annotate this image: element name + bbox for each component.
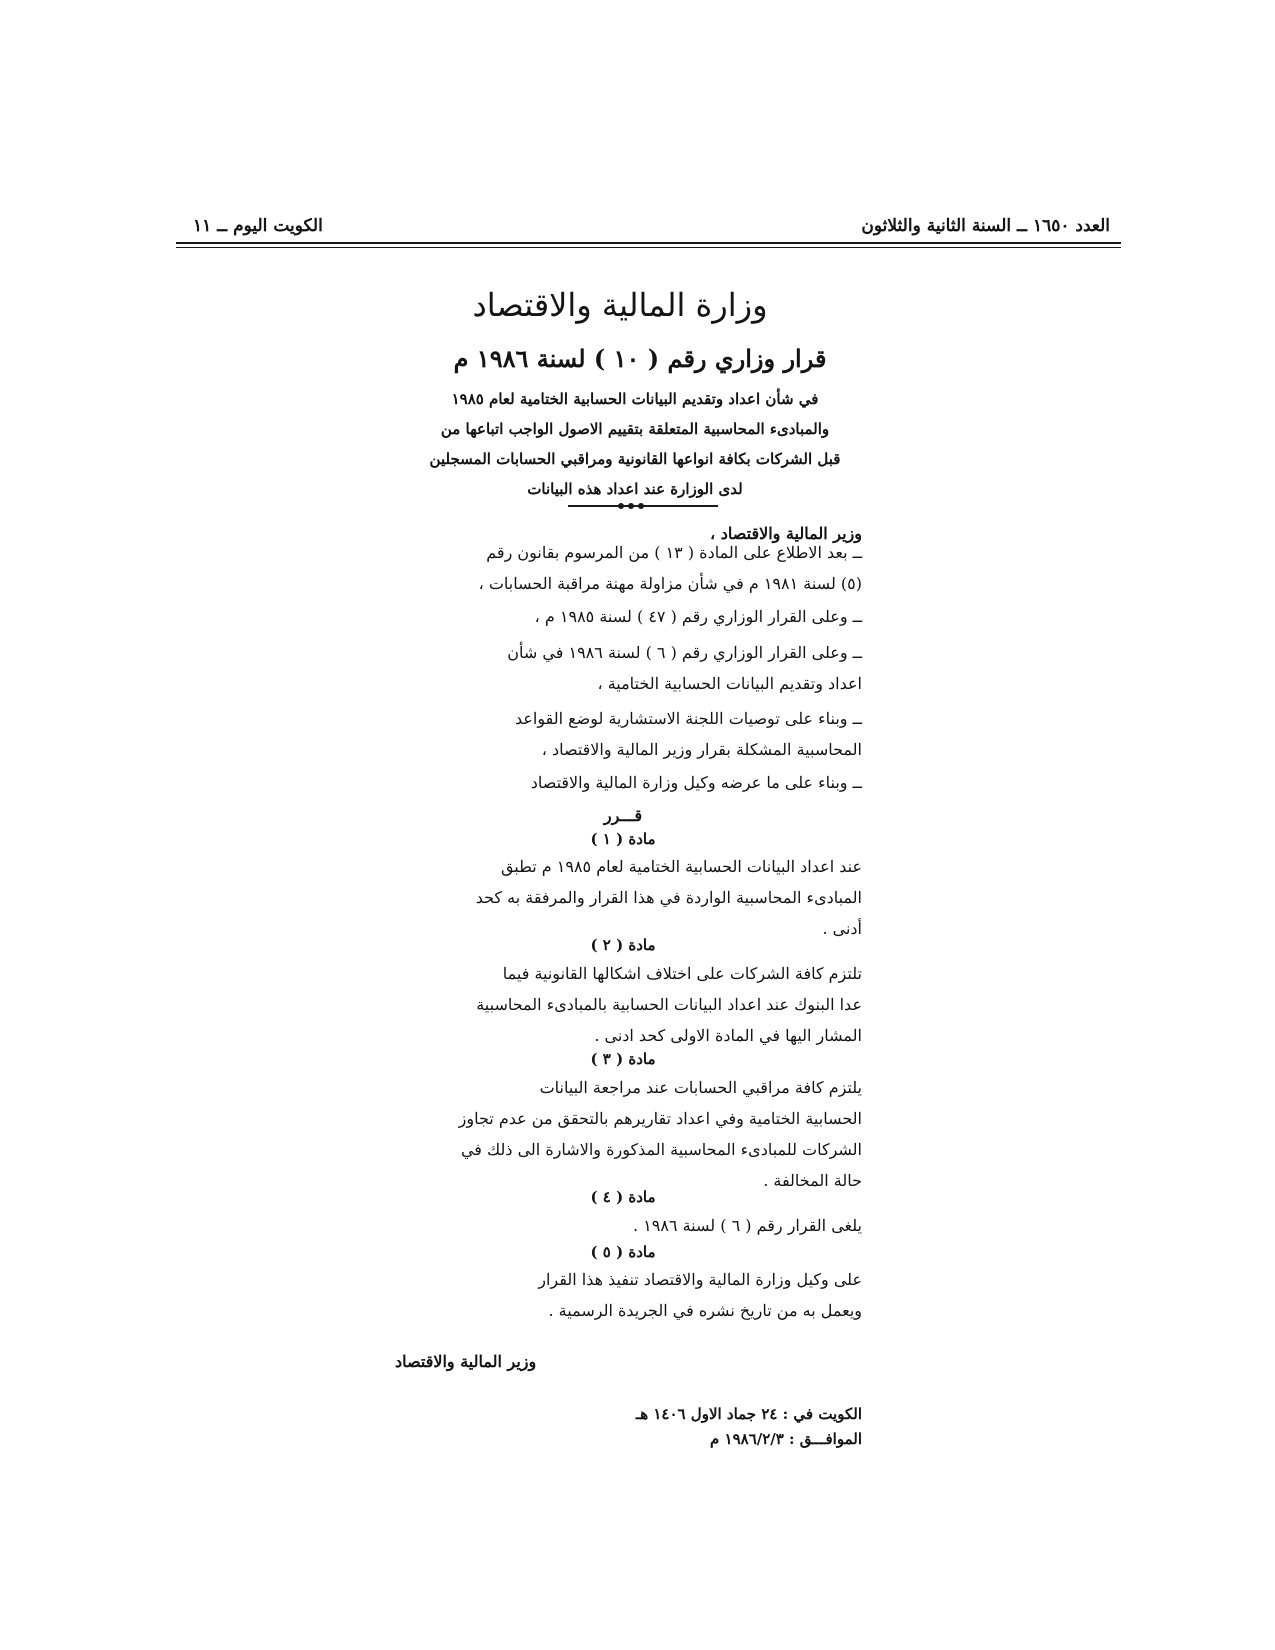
article-body — [422, 1072, 862, 1196]
article-body — [422, 1210, 862, 1241]
text-line: ــ وبناء على توصيات اللجنة الاستشارية لوضع القواعد — [514, 709, 862, 728]
article-body — [422, 1264, 862, 1326]
decides-heading: قـــرر — [603, 806, 643, 825]
text-line: حالة المخالفة . — [763, 1171, 862, 1190]
text-line: المبادىء المحاسبية الواردة في هذا القرار والمرفقة به كحد — [475, 888, 862, 907]
article-heading: مادة ( ٢ ) — [590, 936, 656, 954]
text-line: المشار اليها في المادة الاولى كحد ادنى . — [594, 1026, 862, 1045]
preamble-paragraph — [422, 601, 862, 632]
text-line: أدنى . — [822, 919, 862, 938]
subject-line: لدى الوزارة عند اعداد هذه البيانات — [527, 480, 743, 498]
text-line: المحاسبية المشكلة بقرار وزير المالية والاقتصاد ، — [541, 740, 862, 759]
ornament-dot — [618, 503, 624, 509]
text-line: اعداد وتقديم البيانات الحسابية الختامية ، — [597, 674, 862, 693]
decree-title: قرار وزاري رقم ( ١٠ ) لسنة ١٩٨٦ م — [453, 344, 827, 373]
text-line: ــ وعلى القرار الوزاري رقم ( ٤٧ ) لسنة ١٩٨٥ م ، — [534, 607, 862, 626]
article-body — [422, 958, 862, 1051]
header-rule-thin — [176, 247, 1121, 248]
preamble-paragraph — [422, 637, 862, 699]
header-rule — [176, 242, 1121, 244]
text-line: تلتزم كافة الشركات على اختلاف اشكالها القانونية فيما — [502, 964, 862, 983]
article-heading: مادة ( ٥ ) — [590, 1243, 656, 1261]
subject-line: في شأن اعداد وتقديم البيانات الحسابية الختامية لعام ١٩٨٥ — [451, 390, 819, 408]
text-line: الشركات للمبادىء المحاسبية المذكورة والاشارة الى ذلك في — [460, 1140, 862, 1159]
text-line: (٥) لسنة ١٩٨١ م في شأن مزاولة مهنة مراقبة الحسابات ، — [478, 574, 862, 593]
ornament-dot — [638, 503, 644, 509]
ministry-name: وزارة المالية والاقتصاد — [472, 286, 768, 324]
text-line: الحسابية الختامية وفي اعداد تقاريرهم بالتحقق من عدم تجاوز — [458, 1109, 862, 1128]
subject-line: قبل الشركات بكافة انواعها القانونية ومراقبي الحسابات المسجلين — [429, 450, 841, 468]
gregorian-date: الموافـــق : ١٩٨٦/٢/٣ م — [710, 1430, 862, 1448]
publication-name: الكويت اليوم ــ ١١ — [193, 216, 323, 236]
article-heading: مادة ( ٤ ) — [590, 1188, 656, 1206]
text-line: ــ بعد الاطلاع على المادة ( ١٣ ) من المرسوم بقانون رقم — [486, 543, 862, 562]
issue-number: العدد ١٦٥٠ ــ السنة الثانية والثلاثون — [861, 216, 1110, 236]
minister-signature: وزير المالية والاقتصاد — [395, 1352, 537, 1371]
text-line: على وكيل وزارة المالية والاقتصاد تنفيذ هذا القرار — [538, 1270, 862, 1289]
ornament-dot — [628, 503, 634, 509]
text-line: يلغى القرار رقم ( ٦ ) لسنة ١٩٨٦ . — [632, 1216, 862, 1235]
text-line: ــ وعلى القرار الوزاري رقم ( ٦ ) لسنة ١٩٨٦ في شأن — [507, 643, 862, 662]
preamble-paragraph — [422, 767, 862, 798]
text-line: عند اعداد البيانات الحسابية الختامية لعام ١٩٨٥ م تطبق — [500, 857, 862, 876]
text-line: ــ وبناء على ما عرضه وكيل وزارة المالية والاقتصاد — [530, 773, 862, 792]
article-body — [422, 851, 862, 944]
article-heading: مادة ( ١ ) — [590, 830, 656, 848]
minister-intro: وزير المالية والاقتصاد ، — [710, 524, 862, 543]
preamble-paragraph — [422, 703, 862, 765]
separator-ornament — [568, 503, 718, 509]
text-line: عدا البنوك عند اعداد البيانات الحسابية بالمبادىء المحاسبية — [476, 995, 862, 1014]
article-heading: مادة ( ٣ ) — [590, 1050, 656, 1068]
date-block — [572, 1402, 862, 1452]
text-line: يلتزم كافة مراقبي الحسابات عند مراجعة البيانات — [539, 1078, 862, 1097]
hijri-date: الكويت في : ٢٤ جماد الاول ١٤٠٦ هـ — [635, 1405, 862, 1423]
text-line: ويعمل به من تاريخ نشره في الجريدة الرسمية . — [548, 1301, 862, 1320]
subject-line: والمبادىء المحاسبية المتعلقة بتقييم الاصول الواجب اتباعها من — [440, 420, 830, 438]
preamble-paragraph — [422, 537, 862, 599]
decree-subject — [396, 384, 874, 504]
